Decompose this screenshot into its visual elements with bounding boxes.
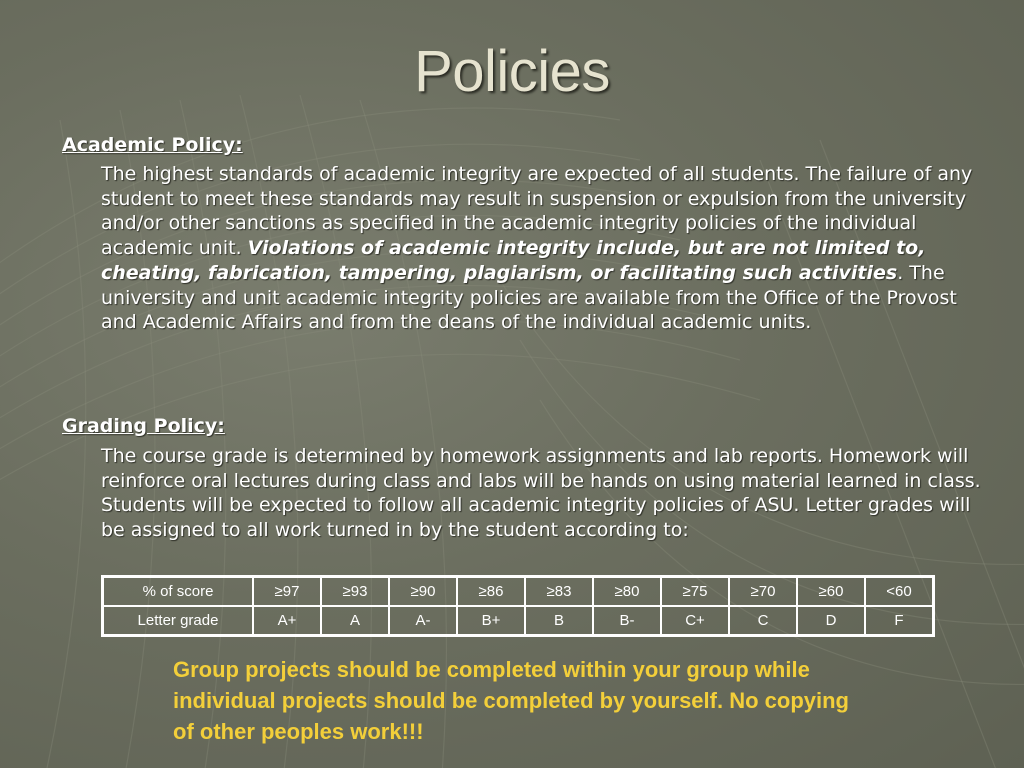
grade-row — [103, 606, 934, 636]
score-cell: ≥70 — [729, 577, 797, 607]
academic-policy-heading: Academic Policy: — [62, 134, 243, 156]
grade-cell: B- — [593, 606, 661, 636]
grade-cell: F — [865, 606, 934, 636]
score-cell: ≥97 — [253, 577, 321, 607]
score-cell: ≥75 — [661, 577, 729, 607]
grade-table — [101, 575, 935, 637]
grade-cell: B — [525, 606, 593, 636]
score-cell: ≥83 — [525, 577, 593, 607]
academic-policy-text-outro: . The university and unit academic integrity policies are available from the Office of the Provost and Academic Affairs and from the deans of the individual academic units. — [101, 261, 957, 334]
score-cell: ≥90 — [389, 577, 457, 607]
score-cell: ≥86 — [457, 577, 525, 607]
grade-cell: A- — [389, 606, 457, 636]
grade-row-label: Letter grade — [103, 606, 254, 636]
score-row — [103, 577, 934, 607]
group-projects-note: Group projects should be completed within your group while individual projects should be completed by yourself. No copying of other peoples work!!! — [173, 657, 849, 744]
score-cell: ≥93 — [321, 577, 389, 607]
grade-cell: B+ — [457, 606, 525, 636]
grade-cell: C+ — [661, 606, 729, 636]
academic-policy-text — [101, 162, 981, 335]
score-cell: <60 — [865, 577, 934, 607]
grade-cell: A — [321, 606, 389, 636]
grading-policy-heading: Grading Policy: — [62, 415, 225, 437]
score-cell: ≥80 — [593, 577, 661, 607]
score-row-label: % of score — [103, 577, 254, 607]
grade-cell: D — [797, 606, 865, 636]
academic-policy-text-intro: The highest standards of academic integrity are expected of all students. The failure of any student to meet these standards may result in suspension or expulsion from the university and/or other sanctions as specified in the academic integrity policies of the individual academic unit. — [101, 163, 973, 260]
grading-policy-text: The course grade is determined by homework assignments and lab reports. Homework will reinforce oral lectures during class and labs will be hands on using material learned in class. Students will be expected to follow all academic integrity policies of ASU. Letter grades will be assigned to all work turned in by the student according to: — [101, 445, 981, 542]
slide-title: Policies — [414, 39, 610, 104]
grade-cell: C — [729, 606, 797, 636]
grade-cell: A+ — [253, 606, 321, 636]
score-cell: ≥60 — [797, 577, 865, 607]
academic-policy-violations-text: Violations of academic integrity include, but are not limited to, cheating, fabrication, tampering, plagiarism, or facilitating such activities — [101, 237, 926, 284]
